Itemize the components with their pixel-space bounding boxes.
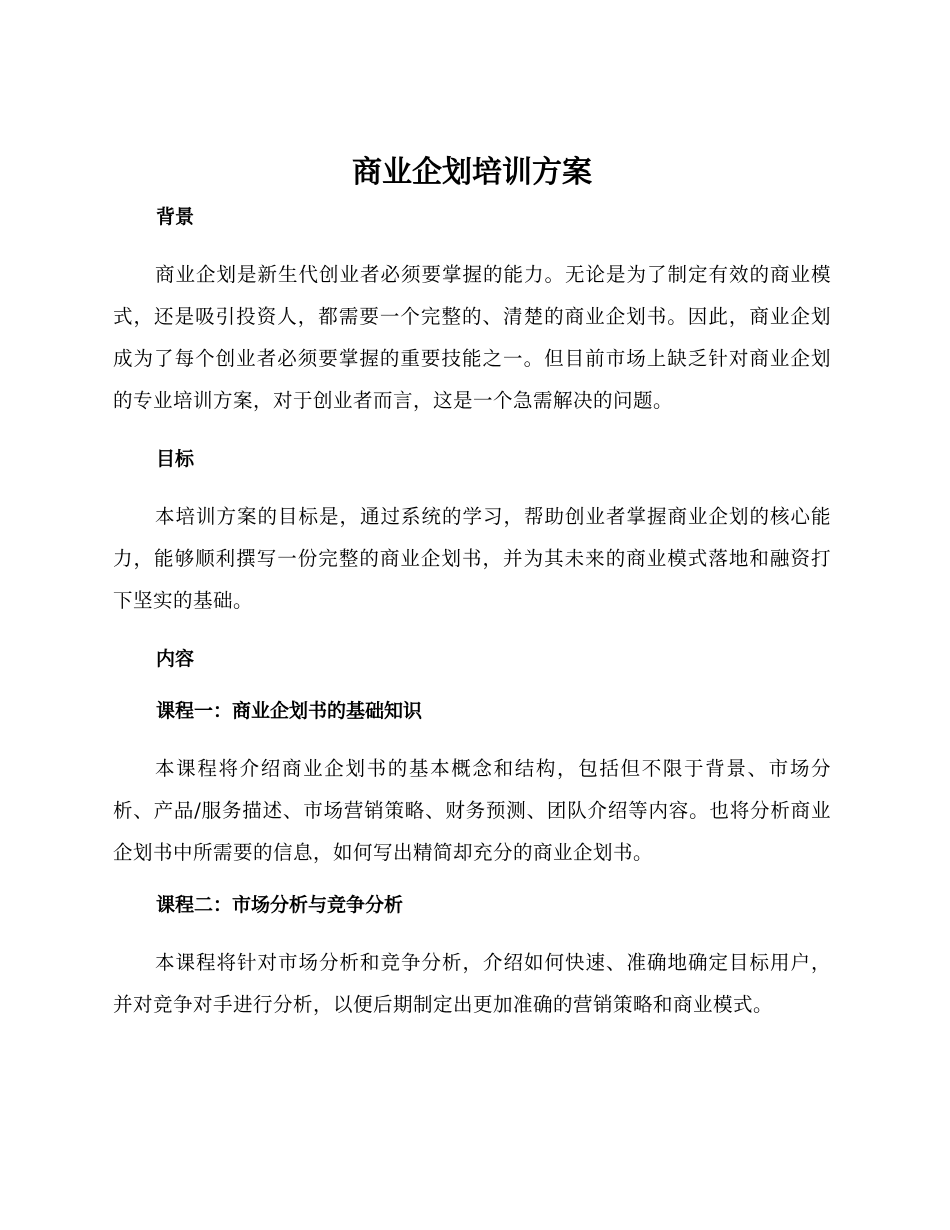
paragraph-goal: 本培训方案的目标是，通过系统的学习，帮助创业者掌握商业企划的核心能力，能够顺利撰写一份完整的商业企划书，并为其未来的商业模式落地和融资打下坚实的基础。 <box>113 505 831 612</box>
paragraph-course-2: 本课程将针对市场分析和竞争分析，介绍如何快速、准确地确定目标用户，并对竞争对手进行分析，以便后期制定出更加准确的营销策略和商业模式。 <box>113 951 831 1016</box>
document-page <box>113 150 831 1040</box>
paragraph-course-1: 本课程将介绍商业企划书的基本概念和结构，包括但不限于背景、市场分析、产品/服务描述、市场营销策略、财务预测、团队介绍等内容。也将分析商业企划书中所需要的信息，如何写出精简却充分的商业企划书。 <box>113 757 831 864</box>
document-title: 商业企划培训方案 <box>352 155 592 190</box>
heading-content: 内容 <box>156 648 195 670</box>
heading-course-2: 课程二：市场分析与竞争分析 <box>156 894 404 916</box>
heading-background: 背景 <box>156 206 195 228</box>
heading-goal: 目标 <box>156 448 195 470</box>
paragraph-background: 商业企划是新生代创业者必须要掌握的能力。无论是为了制定有效的商业模式，还是吸引投资人，都需要一个完整的、清楚的商业企划书。因此，商业企划成为了每个创业者必须要掌握的重要技能之一。但目前市场上缺乏针对商业企划的专业培训方案，对于创业者而言，这是一个急需解决的问题。 <box>113 263 831 412</box>
heading-course-1: 课程一：商业企划书的基础知识 <box>156 700 423 722</box>
